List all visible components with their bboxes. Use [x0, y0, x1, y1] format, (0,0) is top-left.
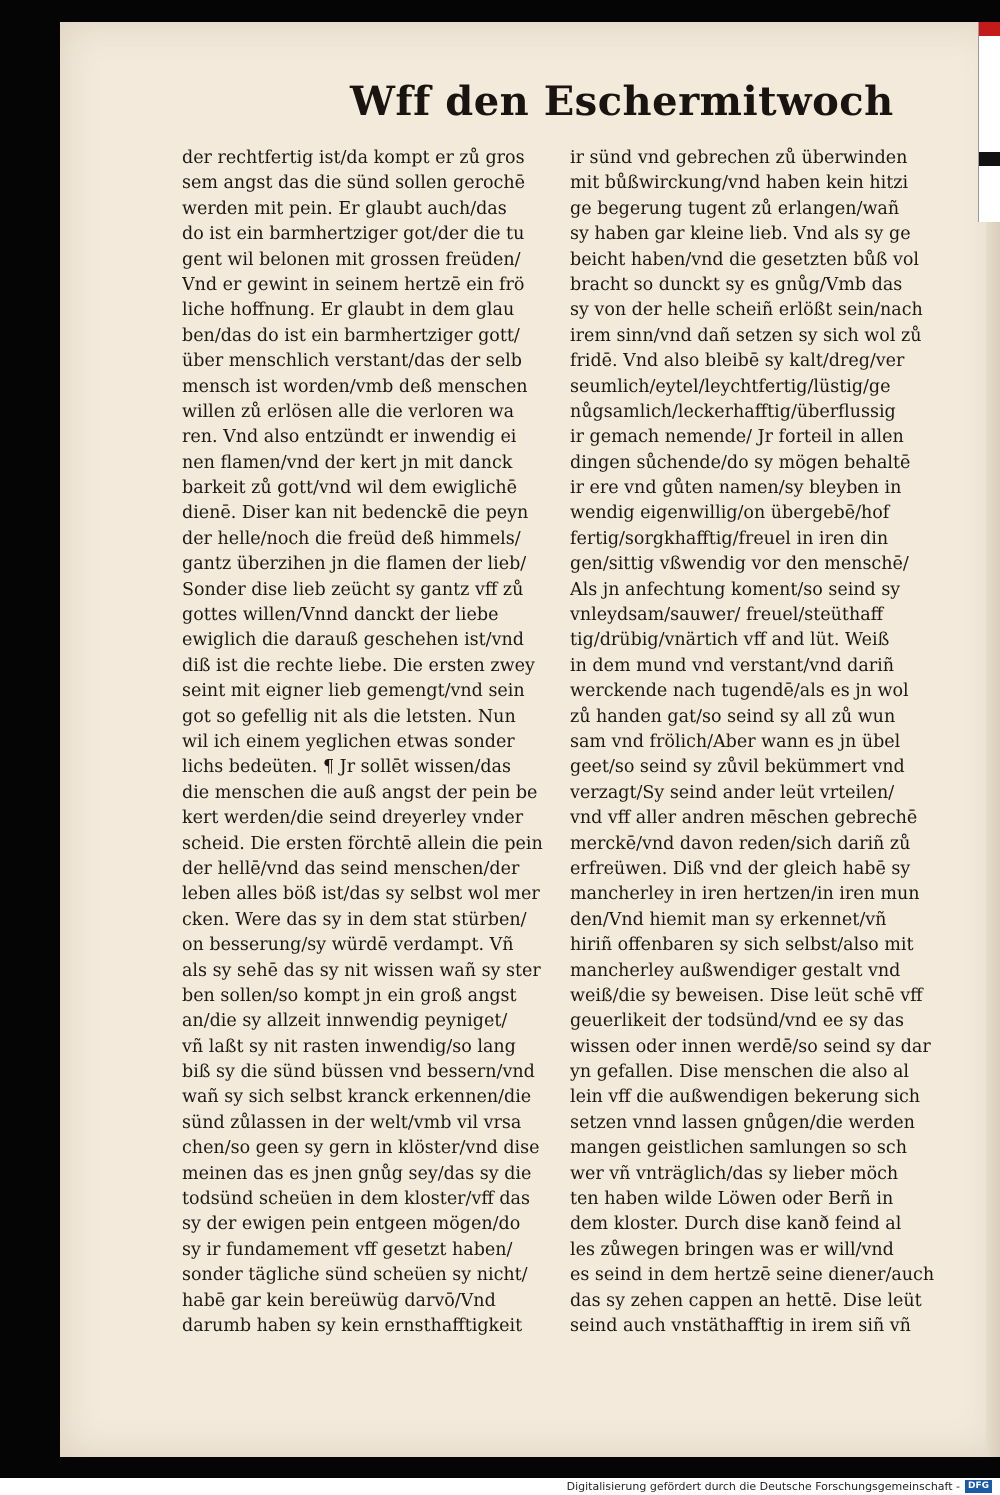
left-column-line: gent wil belonen mit grossen freüden/ [182, 249, 521, 270]
right-column-line: weiß/die sy beweisen. Dise leüt schē vff [570, 985, 923, 1006]
left-column-line: sy ir fundamement vff gesetzt haben/ [182, 1239, 513, 1260]
left-column-line: lichs bedeüten. ¶ Jr sollēt wissen/das [182, 757, 511, 778]
left-text-column [182, 146, 557, 1339]
left-column-line: chen/so geen sy gern in klöster/vnd dise [182, 1138, 540, 1159]
left-column-line: got so gefellig nit als die letsten. Nun [182, 706, 516, 727]
left-column-line: mensch ist worden/vmb deß menschen [182, 376, 528, 397]
right-column-line: sam vnd frölich/Aber wann es jn übel [570, 731, 901, 752]
right-text-column [570, 146, 948, 1339]
right-column-line: Als jn anfechtung koment/so seind sy [570, 579, 901, 600]
right-column-line: gen/sittig vßwendig vor den menschē/ [570, 554, 909, 575]
left-column-line: cken. Were das sy in dem stat stürben/ [182, 909, 527, 930]
left-column-line: Vnd er gewint in seinem hertzē ein frö [182, 274, 525, 295]
right-column-line: yn gefallen. Dise menschen die also al [570, 1062, 909, 1083]
left-column-line: an/die sy allzeit innwendig peyniget/ [182, 1011, 508, 1032]
right-column-line: vnleydsam/sauwer/ freuel/steüthaff [570, 605, 884, 626]
left-column-line: der rechtfertig ist/da kompt er zů gros [182, 148, 525, 168]
right-column-line: den/Vnd hiemit man sy erkennet/vñ [570, 909, 887, 930]
right-column-line: wissen oder innen werdē/so seind sy dar [570, 1036, 931, 1057]
right-column-line: tig/drübig/vnärtich vff and lüt. Weiß [570, 630, 890, 651]
right-column-line: dem kloster. Durch dise kanð feind al [570, 1214, 902, 1235]
left-column-line: wañ sy sich selbst kranck erkennen/die [182, 1087, 532, 1108]
left-column-line: nen flamen/vnd der kert jn mit danck [182, 452, 513, 473]
left-column-line: meinen das es jnen gnůg sey/das sy die [182, 1163, 532, 1184]
page-edge [986, 22, 1000, 1457]
left-column-line: sonder tägliche sünd scheüen sy nicht/ [182, 1265, 528, 1286]
left-column-line: habē gar kein bereüwüg darvō/Vnd [182, 1290, 496, 1311]
right-column-line: ge begerung tugent zů erlangen/wañ [570, 198, 900, 219]
right-column-line: les zůwegen bringen was er will/vnd [570, 1239, 894, 1260]
right-column-line: mangen geistlichen samlungen so sch [570, 1138, 907, 1159]
right-column-line: in dem mund vnd verstant/vnd dariñ [570, 655, 895, 676]
left-column-line: die menschen die auß angst der pein be [182, 782, 538, 803]
left-column-line: der hellē/vnd das seind menschen/der [182, 858, 520, 879]
right-column-line: erfreüwen. Diß vnd der gleich habē sy [570, 858, 911, 879]
left-column-line: gottes willen/Vnnd danckt der liebe [182, 605, 499, 626]
right-column-line: ir sünd vnd gebrechen zů überwinden [570, 148, 908, 168]
left-column-line: barkeit zů gott/vnd wil dem ewiglichē [182, 478, 518, 499]
right-column-line: lein vff die außwendigen bekerung sich [570, 1087, 921, 1108]
right-column-line: wendig eigenwillig/on übergebē/hof [570, 503, 890, 524]
right-column-line: setzen vnnd lassen gnůgen/die werden [570, 1112, 915, 1133]
running-headline: Wff den Eschermitwoch [350, 78, 894, 125]
right-column-line: geet/so seind sy zůvil bekümmert vnd [570, 757, 905, 778]
left-column-line: todsünd scheüen in dem kloster/vff das [182, 1189, 530, 1210]
left-column-line: sünd zůlassen in der welt/vmb vil vrsa [182, 1112, 522, 1133]
right-column-line: seumlich/eytel/leychtfertig/lüstig/ge [570, 376, 891, 397]
right-column-line: bracht so dunckt sy es gnůg/Vmb das [570, 274, 903, 295]
left-column-line: über menschlich verstant/das der selb [182, 351, 522, 372]
left-column-line: darumb haben sy kein ernsthafftigkeit [182, 1315, 523, 1336]
calibration-red-patch [979, 22, 1000, 36]
left-column-line: vñ laßt sy nit rasten inwendig/so lang [182, 1036, 516, 1057]
right-column-line: zů handen gat/so seind sy all zů wun [570, 706, 896, 727]
left-column-line: wil ich einem yeglichen etwas sonder [182, 731, 515, 752]
left-column-line: do ist ein barmhertziger got/der die tu [182, 224, 525, 245]
right-column-line: es seind in dem hertzē seine diener/auch [570, 1265, 935, 1286]
left-column-line: biß sy die sünd büssen vnd bessern/vnd [182, 1062, 535, 1083]
right-column-line: ten haben wilde Löwen oder Berñ in [570, 1189, 894, 1210]
right-column-line: merckē/vnd davon reden/sich dariñ zů [570, 833, 911, 854]
left-column-line: dienē. Diser kan nit bedenckē die peyn [182, 503, 529, 524]
left-column-line: diß ist die rechte liebe. Die ersten zwey [182, 655, 535, 676]
right-column-line: ir ere vnd gůten namen/sy bleyben in [570, 478, 902, 499]
right-column-line: irem sinn/vnd dañ setzen sy sich wol zů [570, 325, 922, 346]
calibration-black-patch [979, 152, 1000, 166]
left-column-line: sy der ewigen pein entgeen mögen/do [182, 1214, 521, 1235]
right-column-line: fertig/sorgkhafftig/freuel in iren din [570, 528, 889, 549]
left-column-line: kert werden/die seind dreyerley vnder [182, 808, 524, 829]
dfg-logo: DFG [965, 1480, 992, 1493]
left-column-line: scheid. Die ersten förchtē allein die pein [182, 833, 543, 854]
right-column-line: werckende nach tugendē/als es jn wol [570, 681, 909, 702]
funding-credit: Digitalisierung gefördert durch die Deutsche Forschungsgemeinschaft - [566, 1480, 960, 1493]
color-calibration-strip [978, 22, 1000, 222]
right-column-line: das sy zehen cappen an hettē. Dise leüt [570, 1290, 922, 1311]
right-column-line: vnd vff aller andren mēschen gebrechē [570, 808, 918, 829]
left-column-line: ren. Vnd also entzündt er inwendig ei [182, 427, 517, 448]
right-column-line: mancherley in iren hertzen/in iren mun [570, 884, 920, 905]
left-column-line: werden mit pein. Er glaubt auch/das [182, 198, 507, 219]
right-column-line: sy von der helle scheiñ erlößt sein/nach [570, 300, 923, 321]
right-column-line: seind auch vnstäthafftig in irem siñ vñ [570, 1315, 911, 1336]
right-column-line: mit bůßwirckung/vnd haben kein hitzi [570, 173, 909, 194]
left-column-line: seint mit eigner lieb gemengt/vnd sein [182, 681, 525, 702]
left-column-line: ben/das do ist ein barmhertziger gott/ [182, 325, 520, 346]
right-column-line: mancherley außwendiger gestalt vnd [570, 960, 901, 981]
left-column-line: liche hoffnung. Er glaubt in dem glau [182, 300, 515, 321]
left-column-line: Sonder dise lieb zeücht sy gantz vff zů [182, 579, 524, 600]
left-column-line: gantz überzihen jn die flamen der lieb/ [182, 554, 527, 575]
right-column-line: wer vñ vnträglich/das sy lieber möch [570, 1163, 899, 1184]
right-column-line: dingen sůchende/do sy mögen behaltē [570, 452, 911, 473]
left-column-line: ewiglich die darauß geschehen ist/vnd [182, 630, 524, 651]
left-column-line: sem angst das die sünd sollen gerochē [182, 173, 525, 194]
left-column-line: der helle/noch die freüd deß himmels/ [182, 528, 521, 549]
right-column-line: sy haben gar kleine lieb. Vnd als sy ge [570, 224, 911, 245]
right-column-line: geuerlikeit der todsünd/vnd ee sy das [570, 1011, 905, 1032]
left-column-line: als sy sehē das sy nit wissen wañ sy ster [182, 960, 541, 981]
right-column-line: fridē. Vnd also bleibē sy kalt/dreg/ver [570, 351, 905, 372]
right-column-line: ir gemach nemende/ Jr forteil in allen [570, 427, 904, 448]
left-column-line: on besserung/sy würdē verdampt. Vñ [182, 935, 514, 956]
right-column-line: verzagt/Sy seind ander leüt vrteilen/ [570, 782, 895, 803]
right-column-line: hiriñ offenbaren sy sich selbst/also mit [570, 935, 914, 956]
right-column-line: beicht haben/vnd die gesetzten bůß vol [570, 249, 920, 270]
left-column-line: ben sollen/so kompt jn ein groß angst [182, 985, 517, 1006]
right-column-line: nůgsamlich/leckerhafftig/überflussig [570, 401, 896, 422]
left-column-line: willen zů erlösen alle die verloren wa [182, 401, 515, 422]
left-column-line: leben alles böß ist/das sy selbst wol mer [182, 884, 540, 905]
